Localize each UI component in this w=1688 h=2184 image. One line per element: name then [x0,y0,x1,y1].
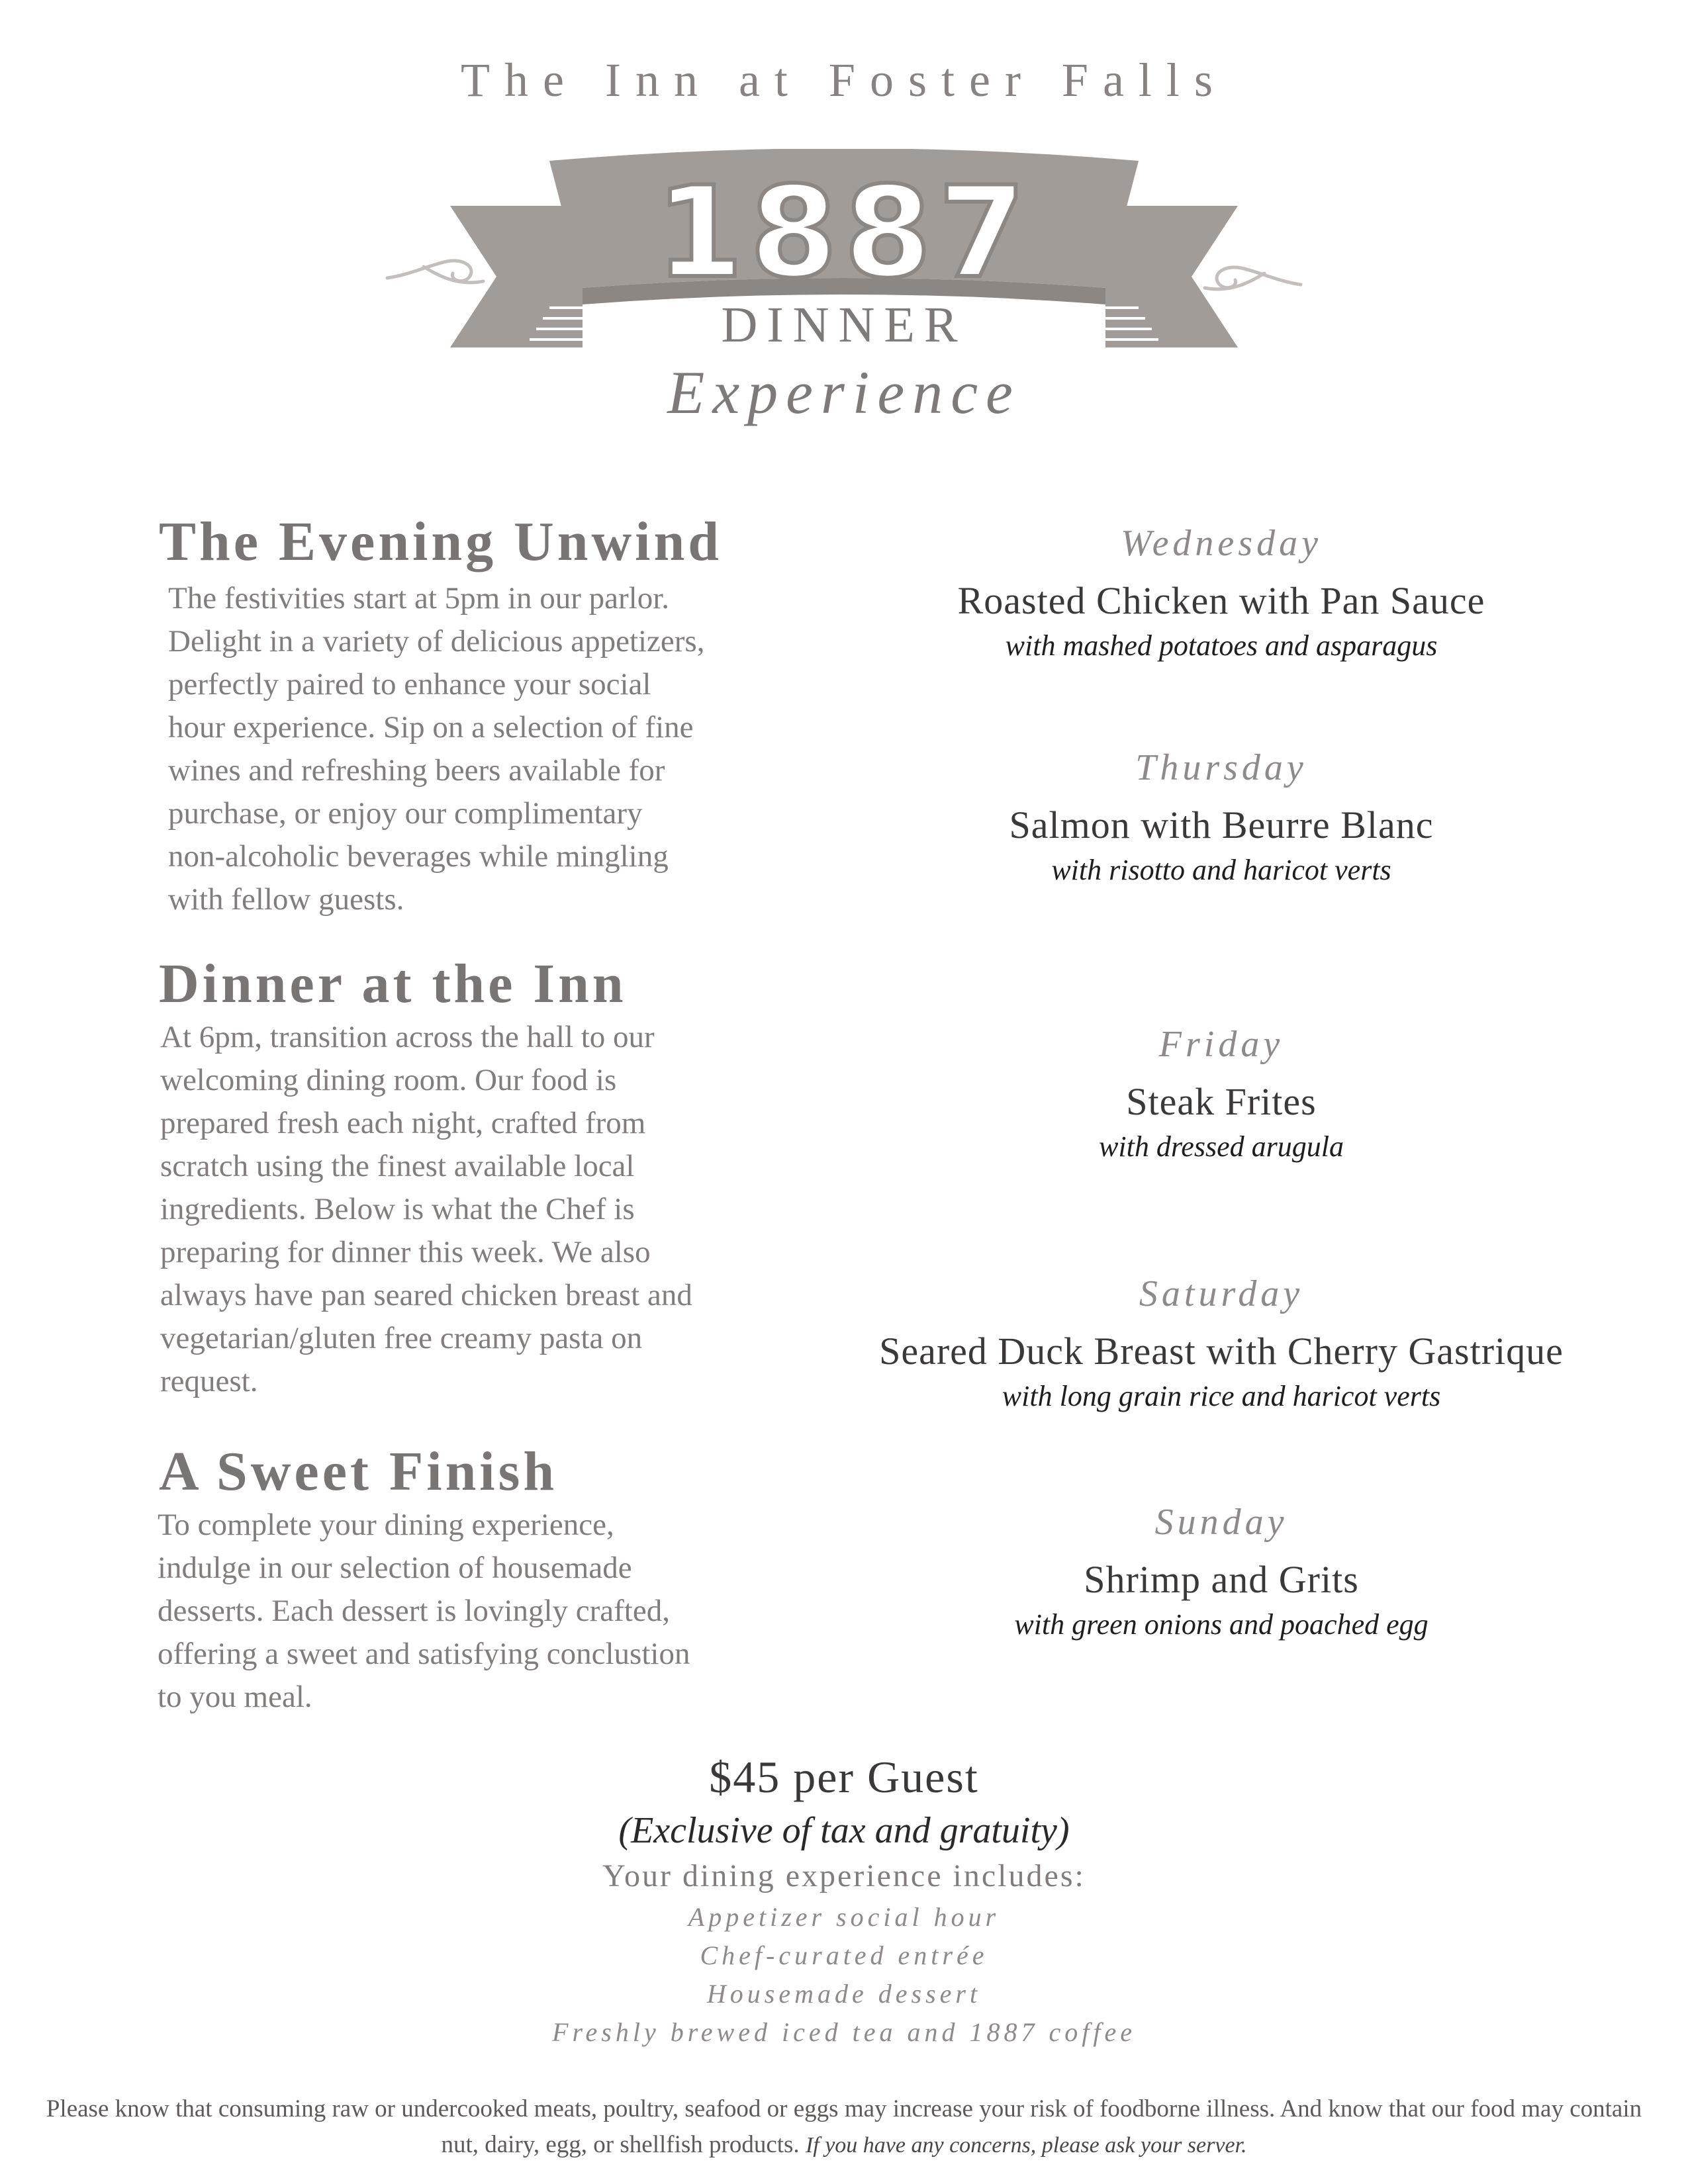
body-line: wines and refreshing beers available for [168,753,665,788]
body-line: non-alcoholic beverages while mingling [168,839,669,874]
includes-item: Chef-curated entrée [700,1940,988,1970]
body-line: request. [160,1364,258,1398]
dish-side: with mashed potatoes and asparagus [1005,629,1438,662]
section-body-dinner-at-inn [160,1016,692,1403]
menu-day-saturday [824,1271,1618,1415]
body-line: indulge in our selection of housemade [158,1551,632,1585]
includes-heading: Your dining experience includes: [602,1858,1086,1893]
disclaimer-line-1: Please know that consuming raw or undercooked meats, poultry, seafood or eggs may increase your risk of foodborne illness. And know that our food may contain [46,2095,1642,2122]
body-line: offering a sweet and satisfying conclustion [158,1637,690,1671]
body-line: purchase, or enjoy our complimentary [168,796,643,831]
logo-dinner-label: DINNER [721,297,967,353]
menu-day-sunday [824,1499,1618,1643]
section-title-evening-unwind: The Evening Unwind [159,511,722,572]
body-line: prepared fresh each night, crafted from [160,1106,646,1140]
body-line: ingredients. Below is what the Chef is [160,1192,635,1226]
section-title-sweet-finish: A Sweet Finish [159,1441,558,1502]
includes-item: Housemade dessert [706,1979,982,2009]
dish-side: with dressed arugula [1099,1130,1344,1163]
price-per-guest: $45 per Guest [709,1752,979,1802]
body-line: The festivities start at 5pm in our parlor. [168,581,670,615]
day-name: Thursday [1135,747,1307,788]
body-line: perfectly paired to enhance your social [168,667,651,702]
day-name: Friday [1158,1024,1284,1065]
dish-side: with long grain rice and haricot verts [1002,1380,1441,1412]
dish-name: Roasted Chicken with Pan Sauce [957,579,1485,622]
body-line: hour experience. Sip on a selection of fine [168,710,694,745]
body-line: desserts. Each dessert is lovingly crafted, [158,1594,670,1628]
section-title-dinner-at-inn: Dinner at the Inn [159,953,627,1015]
dish-name: Steak Frites [1126,1080,1317,1123]
dish-name: Shrimp and Grits [1084,1558,1359,1601]
dish-name: Salmon with Beurre Blanc [1009,803,1434,846]
body-line: preparing for dinner this week. We also [160,1235,651,1269]
day-name: Wednesday [1121,523,1322,564]
disclaimer-line-2 [26,2127,1662,2163]
menu-day-wednesday [824,520,1618,664]
day-name: Saturday [1139,1273,1304,1314]
day-name: Sunday [1154,1502,1288,1543]
section-body-sweet-finish [158,1504,690,1719]
body-line: vegetarian/gluten free creamy pasta on [160,1321,643,1355]
menu-day-friday [824,1021,1618,1165]
includes-item: Appetizer social hour [688,1902,1000,1932]
logo-experience-label: Experience [667,359,1021,426]
body-line: to you meal. [158,1680,312,1714]
disclaimer-line-2-text: nut, dairy, egg, or shellfish products. [441,2131,800,2158]
body-line: with fellow guests. [168,882,404,917]
body-line: To complete your dining experience, [158,1508,614,1542]
section-body-evening-unwind [168,577,704,921]
body-line: At 6pm, transition across the hall to our [160,1020,655,1054]
disclaimer-line-2-italic: If you have any concerns, please ask your server. [805,2133,1247,2158]
dish-side: with risotto and haricot verts [1051,854,1391,886]
logo-year: 1887 [655,159,1033,306]
includes-item: Freshly brewed iced tea and 1887 coffee [552,2017,1136,2047]
dish-name: Seared Duck Breast with Cherry Gastrique [879,1330,1564,1373]
body-line: always have pan seared chicken breast and [160,1278,692,1312]
menu-day-thursday [824,745,1618,889]
dish-side: with green onions and poached egg [1014,1608,1429,1641]
pricing-block [0,1747,1688,2052]
body-line: Delight in a variety of delicious appetizers, [168,624,705,659]
body-line: scratch using the finest available local [160,1149,635,1183]
allergy-disclaimer [26,2091,1662,2163]
price-note: (Exclusive of tax and gratuity) [618,1810,1070,1851]
body-line: welcoming dining room. Our food is [160,1063,617,1097]
inn-name: The Inn at Foster Falls [461,54,1227,107]
